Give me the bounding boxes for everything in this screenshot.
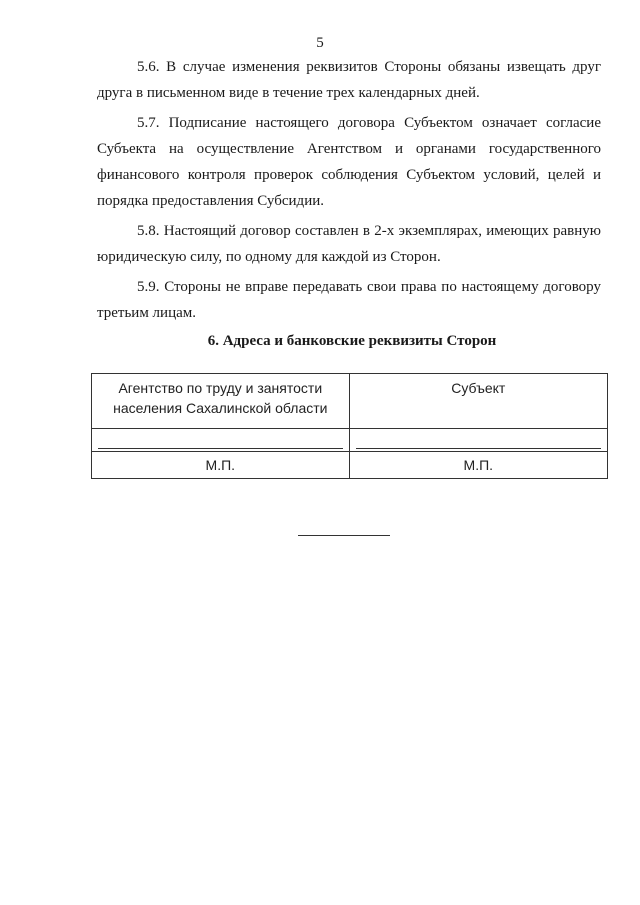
clause-5-6: 5.6. В случае изменения реквизитов Стороны обязаны извещать друг друга в письменном виде в течение трех календарных дней. bbox=[97, 59, 601, 101]
clauses-list bbox=[97, 54, 601, 330]
section-title: 6. Адреса и банковские реквизиты Сторон bbox=[207, 333, 497, 349]
subject-signature-cell bbox=[349, 429, 607, 452]
agency-name: Агентство по труду и занятости населения Сахалинской области bbox=[113, 380, 328, 416]
clause-5-7: 5.7. Подписание настоящего договора Субъектом означает согласие Субъекта на осуществление Агентством и органами государственного финансового контроля проверок соблюдения Субъектом условий, целей и порядка предоставления Субсидии. bbox=[97, 115, 601, 209]
subject-signature-line bbox=[356, 448, 601, 449]
agency-signature-cell bbox=[92, 429, 350, 452]
clause-5-8: 5.8. Настоящий договор составлен в 2-х экземплярах, имеющих равную юридическую силу, по одному для каждой из Сторон. bbox=[97, 223, 601, 265]
subject-stamp: М.П. bbox=[349, 452, 607, 479]
agency-signature-line bbox=[98, 448, 343, 449]
signature-row bbox=[92, 429, 608, 452]
subject-cell bbox=[349, 374, 607, 429]
clause-5-9: 5.9. Стороны не вправе передавать свои права по настоящему договору третьим лицам. bbox=[97, 279, 601, 321]
stamp-row bbox=[92, 452, 608, 479]
agency-cell bbox=[92, 374, 350, 429]
page-number: 5 bbox=[316, 35, 324, 51]
agency-stamp: М.П. bbox=[92, 452, 350, 479]
party-names-row bbox=[92, 374, 608, 429]
subject-name: Субъект bbox=[451, 380, 506, 396]
document-end-rule bbox=[298, 535, 390, 536]
requisites-table bbox=[91, 373, 608, 479]
